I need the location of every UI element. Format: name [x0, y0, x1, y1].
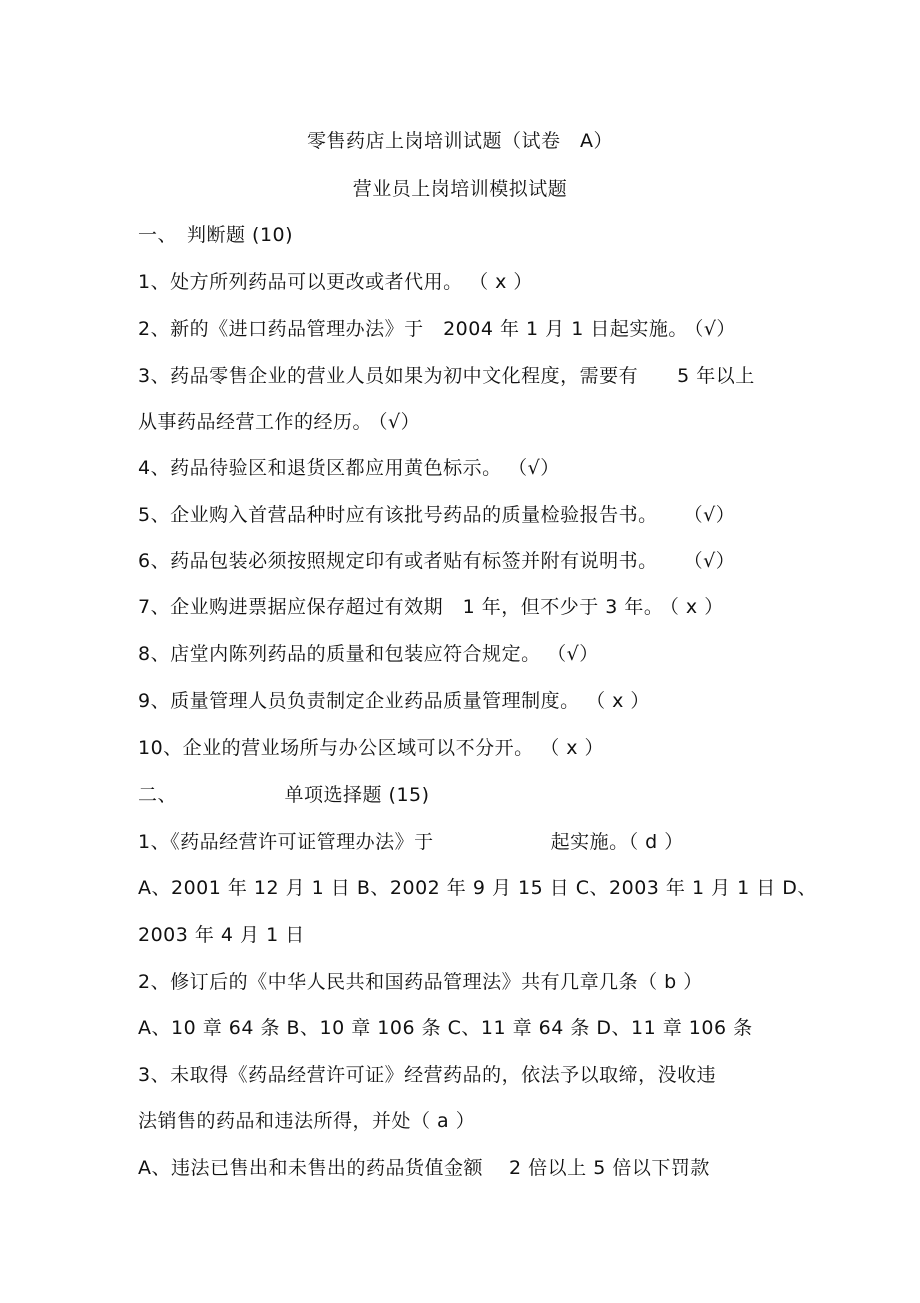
exam-subtitle: 营业员上岗培训模拟试题	[352, 178, 568, 200]
choice-line: 2、修订后的《中华人民共和国药品管理法》共有几章几条（ b ）	[138, 971, 703, 993]
section-heading-single-choice: 二、 单项选择题 (15)	[138, 784, 430, 806]
question-answer: （√）	[498, 457, 560, 479]
question-answer: （√）	[654, 504, 736, 526]
choice-line: A、2001 年 12 月 1 日 B、2002 年 9 月 15 日 C、2003 年 1 月 1 日 D、	[138, 877, 817, 899]
question-answer: （ x ）	[530, 737, 605, 759]
choice-line: A、10 章 64 条 B、10 章 106 条 C、11 章 64 条 D、11 章 106 条	[138, 1017, 753, 1039]
question-answer: （ x ）	[576, 690, 650, 712]
question-item	[138, 316, 736, 342]
question-answer: （ x ）	[459, 271, 533, 293]
choice-line: 2003 年 4 月 1 日	[138, 924, 305, 946]
question-text: 6、药品包装必须按照规定印有或者贴有标签并附有说明书。	[138, 550, 649, 572]
question-item	[138, 409, 420, 435]
question-text: 4、药品待验区和退货区都应用黄色标示。	[138, 457, 493, 479]
question-item	[138, 363, 761, 389]
question-text: 9、质量管理人员负责制定企业药品质量管理制度。	[138, 690, 571, 712]
question-item	[138, 688, 650, 714]
question-answer: （√）	[378, 411, 421, 433]
section-heading-true-false: 一、 判断题 (10)	[138, 224, 294, 246]
choice-line: 法销售的药品和违法所得，并处（ a ）	[138, 1110, 476, 1132]
question-text: 10、企业的营业场所与办公区域可以不分开。	[138, 737, 525, 759]
question-item	[138, 594, 724, 620]
choice-line: 3、未取得《药品经营许可证》经营药品的，依法予以取缔，没收违	[138, 1064, 717, 1086]
question-text: 7、企业购进票据应保存超过有效期 1 年，但不少于 3 年。	[138, 596, 664, 618]
question-item	[138, 269, 533, 295]
choice-line: A、违法已售出和未售出的药品货值金额 2 倍以上 5 倍以下罚款	[138, 1157, 710, 1179]
exam-title: 零售药店上岗培训试题（试卷 A）	[307, 130, 613, 152]
question-text: 5、企业购入首营品种时应有该批号药品的质量检验报告书。	[138, 504, 649, 526]
question-item	[138, 735, 604, 761]
question-item	[138, 455, 560, 481]
question-text: 3、药品零售企业的营业人员如果为初中文化程度，需要有 5 年以上	[138, 365, 755, 387]
question-text: 从事药品经营工作的经历。	[138, 411, 373, 433]
question-answer: （√）	[537, 643, 599, 665]
question-answer: （ x ）	[669, 596, 724, 618]
question-answer: （√）	[654, 550, 736, 572]
question-text: 1、处方所列药品可以更改或者代用。	[138, 271, 454, 293]
question-item	[138, 641, 599, 667]
question-text: 8、店堂内陈列药品的质量和包装应符合规定。	[138, 643, 532, 665]
question-item	[138, 502, 735, 528]
question-text: 2、新的《进口药品管理办法》于 2004 年 1 月 1 日起实施。	[138, 318, 688, 340]
question-answer: （√）	[693, 318, 736, 340]
question-item	[138, 548, 735, 574]
choice-line: 1、《药品经营许可证管理办法》于 起实施。（ d ）	[138, 831, 684, 853]
